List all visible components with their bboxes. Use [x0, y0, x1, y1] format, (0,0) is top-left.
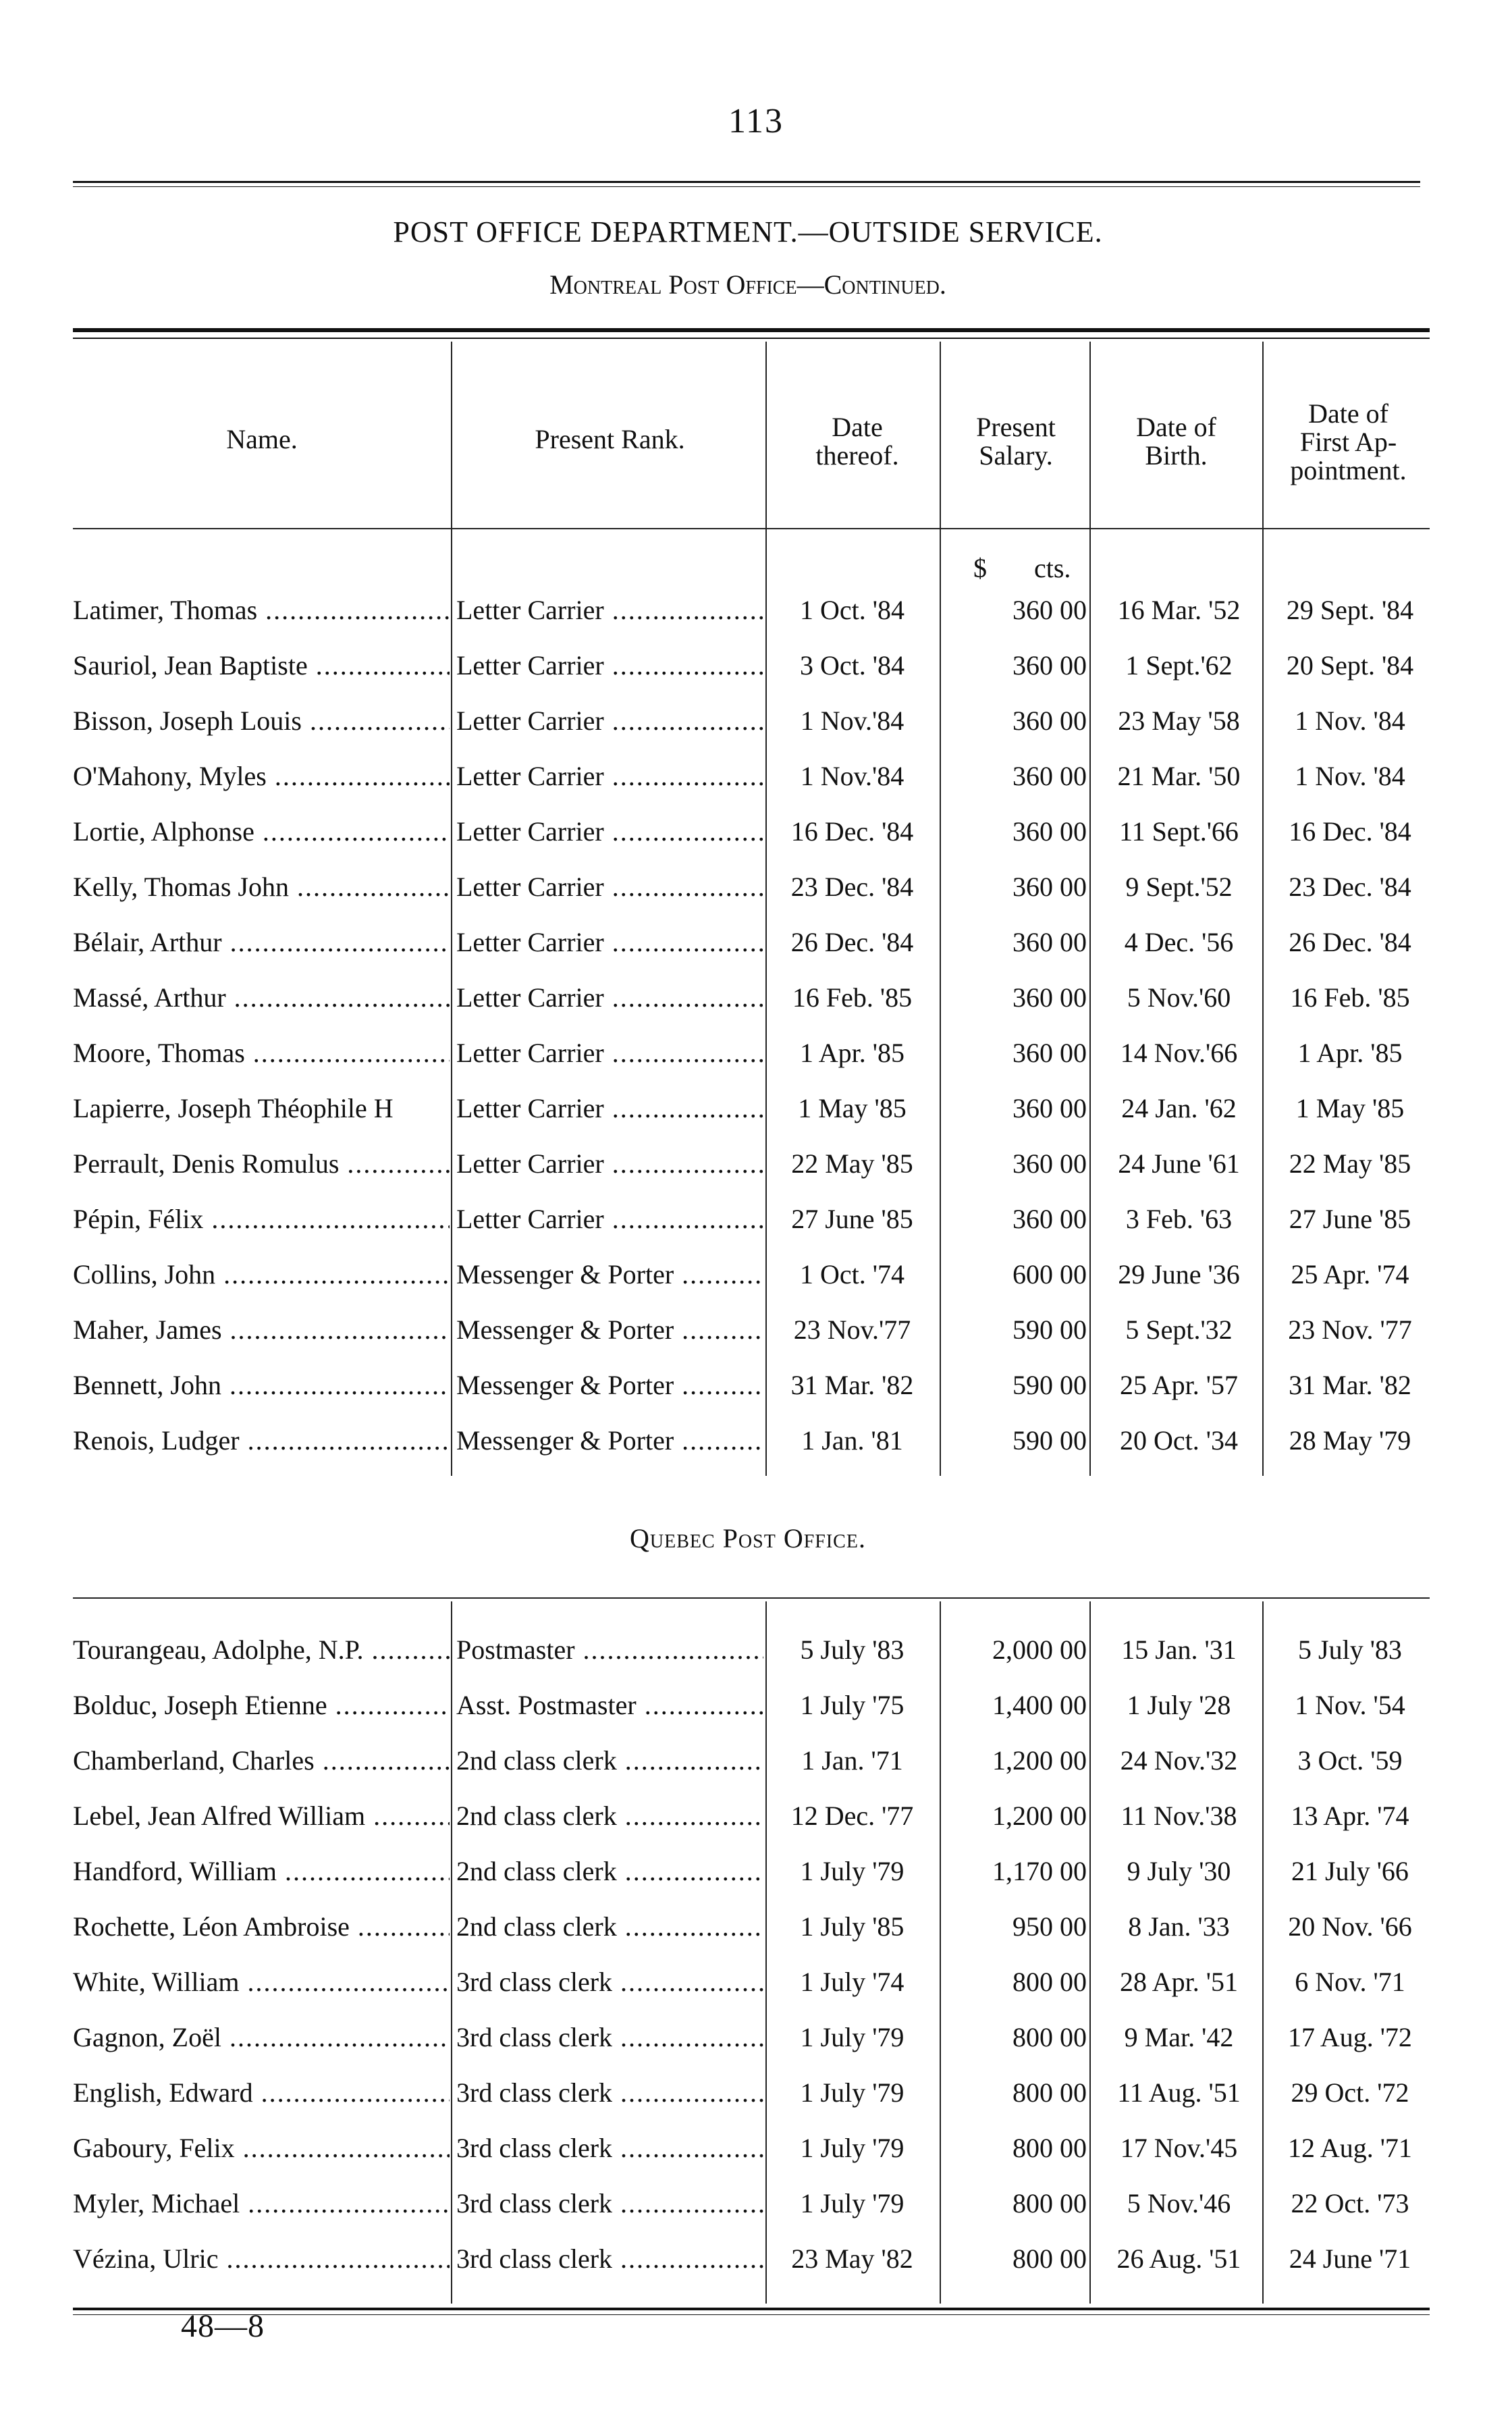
cell-date: 23 May '82: [791, 2243, 913, 2274]
cell-rank: 3rd class clerk .....: [456, 2077, 763, 2109]
cell-birth: 25 Apr. '57: [1120, 1370, 1238, 1400]
cell-rank: 3rd class clerk .....: [456, 2243, 763, 2275]
dollar-symbol: $: [973, 553, 987, 583]
cell-first-appointment: 29 Oct. '72: [1291, 2077, 1409, 2108]
cell-date: 5 July '83: [800, 1634, 905, 1665]
department-title: POST OFFICE DEPARTMENT.—OUTSIDE SERVICE.: [393, 215, 1103, 248]
page-number: 113: [728, 102, 784, 140]
cell-birth: 29 June '36: [1118, 1259, 1240, 1290]
office-subtitle: Montreal Post Office—Continued.: [549, 269, 946, 300]
cell-birth: 24 Jan. '62: [1121, 1093, 1237, 1123]
cell-rank: Letter Carrier .....: [456, 816, 763, 848]
cell-date: 1 July '79: [800, 2022, 905, 2052]
cell-birth: 15 Jan. '31: [1121, 1634, 1237, 1665]
table-row: [0, 1148, 1512, 1203]
cell-date: 23 Dec. '84: [790, 872, 914, 902]
cell-name: Chamberland, Charles .....: [73, 1745, 450, 1777]
cell-first-appointment: 6 Nov. '71: [1295, 1967, 1405, 1997]
header-first-line1: Date of: [1308, 398, 1388, 429]
cell-first-appointment: 28 May '79: [1289, 1425, 1411, 1456]
table-row: [0, 1800, 1512, 1855]
cell-birth: 11 Aug. '51: [1117, 2077, 1241, 2108]
table-row: [0, 1911, 1512, 1966]
cell-first-appointment: 1 Nov. '84: [1295, 761, 1405, 791]
cell-date: 1 July '79: [800, 2077, 905, 2108]
cell-date: 23 Nov.'77: [793, 1314, 911, 1345]
table-row: [0, 1037, 1512, 1092]
cell-salary: 360 00: [1013, 1148, 1087, 1179]
cell-salary: 590 00: [1013, 1370, 1087, 1400]
top-rule-thin: [73, 186, 1420, 187]
table-row: [0, 1369, 1512, 1425]
cell-first-appointment: 20 Nov. '66: [1288, 1911, 1412, 1942]
cell-birth: 5 Nov.'46: [1127, 2188, 1231, 2218]
quebec-top-rule: [73, 1597, 1430, 1599]
cell-name: Bélair, Arthur .....: [73, 926, 450, 959]
cell-name: Lebel, Jean Alfred William .....: [73, 1800, 450, 1832]
cell-rank: Letter Carrier .....: [456, 649, 763, 682]
cell-rank: Letter Carrier .....: [456, 1092, 763, 1125]
cell-first-appointment: 20 Sept. '84: [1286, 650, 1414, 681]
cell-rank: Letter Carrier .....: [456, 982, 763, 1014]
cell-salary: 800 00: [1013, 2022, 1087, 2052]
cell-birth: 28 Apr. '51: [1120, 1967, 1238, 1997]
cell-rank: 3rd class clerk .....: [456, 2021, 763, 2054]
cell-first-appointment: 16 Feb. '85: [1290, 982, 1410, 1013]
cell-rank: Letter Carrier .....: [456, 926, 763, 959]
cell-birth: 14 Nov.'66: [1120, 1038, 1238, 1068]
cell-date: 1 Jan. '71: [801, 1745, 903, 1776]
header-date-thereof-line2: thereof.: [815, 440, 899, 471]
header-birth: [1090, 413, 1262, 470]
cents-label: cts.: [1034, 553, 1071, 583]
header-date-thereof-line1: Date: [832, 412, 883, 442]
cell-name: Tourangeau, Adolphe, N.P. .....: [73, 1634, 450, 1666]
table-row: [0, 760, 1512, 816]
table-row: [0, 2243, 1512, 2298]
cell-birth: 5 Sept.'32: [1125, 1314, 1233, 1345]
cell-name: Bisson, Joseph Louis .....: [73, 705, 450, 737]
table-row: [0, 982, 1512, 1037]
cell-name: Gagnon, Zoël .....: [73, 2021, 450, 2054]
cell-date: 3 Oct. '84: [800, 650, 905, 681]
cell-rank: Messenger & Porter .....: [456, 1314, 763, 1346]
cell-birth: 8 Jan. '33: [1128, 1911, 1230, 1942]
header-name: Name.: [226, 424, 298, 454]
signature-mark: 48—8: [181, 2308, 265, 2344]
cell-name: Handford, William .....: [73, 1855, 450, 1888]
cell-date: 1 May '85: [798, 1093, 907, 1123]
cell-date: 27 June '85: [791, 1204, 913, 1234]
cell-salary: 360 00: [1013, 706, 1087, 736]
cell-rank: Asst. Postmaster .....: [456, 1689, 763, 1722]
cell-name: Gaboury, Felix .....: [73, 2132, 450, 2164]
cell-salary: 800 00: [1013, 2188, 1087, 2218]
cell-name: Latimer, Thomas .....: [73, 594, 450, 627]
cell-date: 22 May '85: [791, 1148, 913, 1179]
quebec-section-title: Quebec Post Office.: [630, 1523, 866, 1553]
cell-first-appointment: 31 Mar. '82: [1289, 1370, 1411, 1400]
cell-salary: 800 00: [1013, 2133, 1087, 2163]
cell-date: 16 Feb. '85: [792, 982, 913, 1013]
cell-name: Myler, Michael .....: [73, 2187, 450, 2220]
cell-date: 12 Dec. '77: [790, 1801, 914, 1831]
cell-salary: 1,200 00: [992, 1801, 1087, 1831]
cell-birth: 11 Nov.'38: [1120, 1801, 1237, 1831]
cell-first-appointment: 21 July '66: [1291, 1856, 1409, 1886]
cell-name: Bolduc, Joseph Etienne .....: [73, 1689, 450, 1722]
cell-name: Lapierre, Joseph Théophile H: [73, 1093, 394, 1123]
cell-rank: Letter Carrier .....: [456, 1148, 763, 1180]
cell-salary: 590 00: [1013, 1425, 1087, 1456]
table-row: [0, 1092, 1512, 1148]
cell-birth: 4 Dec. '56: [1124, 927, 1234, 957]
table-row: [0, 871, 1512, 926]
cell-rank: Messenger & Porter .....: [456, 1369, 763, 1402]
cell-first-appointment: 1 May '85: [1295, 1093, 1405, 1123]
header-birth-line1: Date of: [1136, 412, 1216, 442]
cell-salary: 600 00: [1013, 1259, 1087, 1290]
cell-date: 31 Mar. '82: [790, 1370, 914, 1400]
cell-salary: 590 00: [1013, 1314, 1087, 1345]
cell-name: English, Edward .....: [73, 2077, 450, 2109]
cell-birth: 17 Nov.'45: [1120, 2133, 1238, 2163]
cell-first-appointment: 12 Aug. '71: [1288, 2133, 1412, 2163]
cell-name: Collins, John .....: [73, 1258, 450, 1291]
cell-date: 1 Apr. '85: [800, 1038, 905, 1068]
cell-birth: 24 Nov.'32: [1120, 1745, 1238, 1776]
header-rank: Present Rank.: [535, 424, 685, 454]
cell-salary: 360 00: [1013, 1204, 1087, 1234]
cell-first-appointment: 1 Apr. '85: [1297, 1038, 1403, 1068]
table-row: [0, 2132, 1512, 2187]
table-row: [0, 649, 1512, 705]
cell-salary: 800 00: [1013, 1967, 1087, 1997]
header-salary-line1: Present: [976, 412, 1056, 442]
cell-rank: Letter Carrier .....: [456, 1037, 763, 1069]
cell-salary: 1,400 00: [992, 1690, 1087, 1720]
cell-name: Perrault, Denis Romulus .....: [73, 1148, 450, 1180]
table-row: [0, 2077, 1512, 2132]
cell-name: Sauriol, Jean Baptiste .....: [73, 649, 450, 682]
cell-first-appointment: 1 Nov. '84: [1295, 706, 1405, 736]
cell-birth: 21 Mar. '50: [1117, 761, 1241, 791]
table-row: [0, 1689, 1512, 1745]
cell-rank: 3rd class clerk .....: [456, 1966, 763, 1998]
table-row: [0, 926, 1512, 982]
cell-rank: 2nd class clerk .....: [456, 1745, 763, 1777]
table-row: [0, 1425, 1512, 1480]
cell-salary: 360 00: [1013, 1038, 1087, 1068]
table-row: [0, 1745, 1512, 1800]
cell-rank: 2nd class clerk .....: [456, 1855, 763, 1888]
table-row: [0, 2187, 1512, 2243]
header-salary-line2: Salary.: [979, 440, 1053, 471]
cell-birth: 1 Sept.'62: [1125, 650, 1233, 681]
cell-birth: 24 June '61: [1118, 1148, 1240, 1179]
cell-salary: 800 00: [1013, 2077, 1087, 2108]
cell-rank: Letter Carrier .....: [456, 760, 763, 793]
cell-salary: 360 00: [1013, 982, 1087, 1013]
cell-salary: 1,170 00: [992, 1856, 1087, 1886]
cell-first-appointment: 26 Dec. '84: [1289, 927, 1411, 957]
header-salary: [945, 413, 1087, 470]
cell-birth: 16 Mar. '52: [1117, 595, 1241, 625]
cell-salary: 360 00: [1013, 872, 1087, 902]
cell-first-appointment: 23 Nov. '77: [1288, 1314, 1412, 1345]
bottom-rule-thick: [73, 2308, 1430, 2310]
header-first-appointment: [1266, 400, 1431, 485]
cell-name: Bennett, John .....: [73, 1369, 450, 1402]
cell-name: Renois, Ludger .....: [73, 1425, 450, 1457]
cell-date: 16 Dec. '84: [790, 816, 914, 847]
cell-salary: 360 00: [1013, 650, 1087, 681]
cell-rank: 2nd class clerk .....: [456, 1800, 763, 1832]
cell-salary: 360 00: [1013, 1093, 1087, 1123]
cell-first-appointment: 1 Nov. '54: [1295, 1690, 1405, 1720]
cell-name: Maher, James .....: [73, 1314, 450, 1346]
cell-first-appointment: 22 May '85: [1289, 1148, 1411, 1179]
cell-name: Vézina, Ulric .....: [73, 2243, 450, 2275]
cell-date: 1 July '79: [800, 2133, 905, 2163]
cell-birth: 9 Mar. '42: [1124, 2022, 1234, 2052]
cell-name: O'Mahony, Myles .....: [73, 760, 450, 793]
cell-name: Rochette, Léon Ambroise .....: [73, 1911, 450, 1943]
table-row: [0, 816, 1512, 871]
cell-first-appointment: 23 Dec. '84: [1289, 872, 1411, 902]
cell-name: Lortie, Alphonse .....: [73, 816, 450, 848]
cell-date: 1 July '85: [800, 1911, 905, 1942]
cell-date: 1 Jan. '81: [801, 1425, 903, 1456]
table-row: [0, 1855, 1512, 1911]
table-row: [0, 594, 1512, 649]
cell-first-appointment: 17 Aug. '72: [1288, 2022, 1412, 2052]
table-row: [0, 1258, 1512, 1314]
cell-name: Massé, Arthur .....: [73, 982, 450, 1014]
header-bottom-rule: [73, 528, 1430, 529]
cell-rank: 3rd class clerk .....: [456, 2132, 763, 2164]
header-first-line2: First Ap-: [1299, 427, 1397, 457]
table-row: [0, 1966, 1512, 2021]
cell-salary: 360 00: [1013, 595, 1087, 625]
cell-first-appointment: 16 Dec. '84: [1289, 816, 1411, 847]
cell-name: Pépin, Félix .....: [73, 1203, 450, 1235]
cell-first-appointment: 13 Apr. '74: [1291, 1801, 1409, 1831]
cell-name: Kelly, Thomas John .....: [73, 871, 450, 903]
cell-date: 1 Oct. '74: [800, 1259, 905, 1290]
cell-birth: 23 May '58: [1118, 706, 1240, 736]
cell-salary: 360 00: [1013, 927, 1087, 957]
header-date-thereof: [770, 413, 945, 470]
table-row: [0, 1203, 1512, 1258]
cell-rank: Postmaster .....: [456, 1634, 763, 1666]
cell-rank: Letter Carrier .....: [456, 1203, 763, 1235]
cell-date: 1 Nov.'84: [800, 761, 905, 791]
cell-salary: 360 00: [1013, 761, 1087, 791]
cell-birth: 11 Sept.'66: [1119, 816, 1239, 847]
table-row: [0, 1634, 1512, 1689]
cell-birth: 1 July '28: [1127, 1690, 1231, 1720]
cell-rank: Letter Carrier .....: [456, 705, 763, 737]
cell-date: 1 July '74: [800, 1967, 905, 1997]
cell-salary: 1,200 00: [992, 1745, 1087, 1776]
cell-birth: 3 Feb. '63: [1125, 1204, 1233, 1234]
cell-name: Moore, Thomas .....: [73, 1037, 450, 1069]
header-birth-line2: Birth.: [1145, 440, 1208, 471]
header-first-line3: pointment.: [1290, 455, 1407, 485]
cell-date: 26 Dec. '84: [790, 927, 914, 957]
cell-rank: Messenger & Porter .....: [456, 1258, 763, 1291]
cell-salary: 950 00: [1013, 1911, 1087, 1942]
top-rule: [73, 181, 1420, 183]
cell-birth: 9 Sept.'52: [1125, 872, 1233, 902]
cell-rank: Letter Carrier .....: [456, 594, 763, 627]
cell-first-appointment: 22 Oct. '73: [1291, 2188, 1409, 2218]
cell-birth: 5 Nov.'60: [1127, 982, 1231, 1013]
cell-rank: 3rd class clerk .....: [456, 2187, 763, 2220]
cell-date: 1 July '79: [800, 1856, 905, 1886]
cell-salary: 800 00: [1013, 2243, 1087, 2274]
cell-rank: 2nd class clerk .....: [456, 1911, 763, 1943]
cell-salary: 360 00: [1013, 816, 1087, 847]
header-rule-thin: [73, 338, 1430, 339]
cell-rank: Letter Carrier .....: [456, 871, 763, 903]
table-row: [0, 1314, 1512, 1369]
cell-salary: 2,000 00: [992, 1634, 1087, 1665]
cell-birth: 20 Oct. '34: [1120, 1425, 1238, 1456]
cell-first-appointment: 3 Oct. '59: [1297, 1745, 1403, 1776]
cell-date: 1 July '75: [800, 1690, 905, 1720]
cell-first-appointment: 5 July '83: [1298, 1634, 1402, 1665]
bottom-rule-thin: [73, 2314, 1430, 2315]
cell-date: 1 Nov.'84: [800, 706, 905, 736]
cell-name: White, William .....: [73, 1966, 450, 1998]
cell-date: 1 July '79: [800, 2188, 905, 2218]
cell-first-appointment: 29 Sept. '84: [1286, 595, 1414, 625]
cell-first-appointment: 27 June '85: [1289, 1204, 1411, 1234]
cell-date: 1 Oct. '84: [800, 595, 905, 625]
cell-first-appointment: 24 June '71: [1289, 2243, 1411, 2274]
header-rule-thick: [73, 328, 1430, 332]
cell-rank: Messenger & Porter .....: [456, 1425, 763, 1457]
table-row: [0, 705, 1512, 760]
cell-birth: 9 July '30: [1127, 1856, 1231, 1886]
table-row: [0, 2021, 1512, 2077]
cell-first-appointment: 25 Apr. '74: [1291, 1259, 1409, 1290]
cell-birth: 26 Aug. '51: [1116, 2243, 1241, 2274]
